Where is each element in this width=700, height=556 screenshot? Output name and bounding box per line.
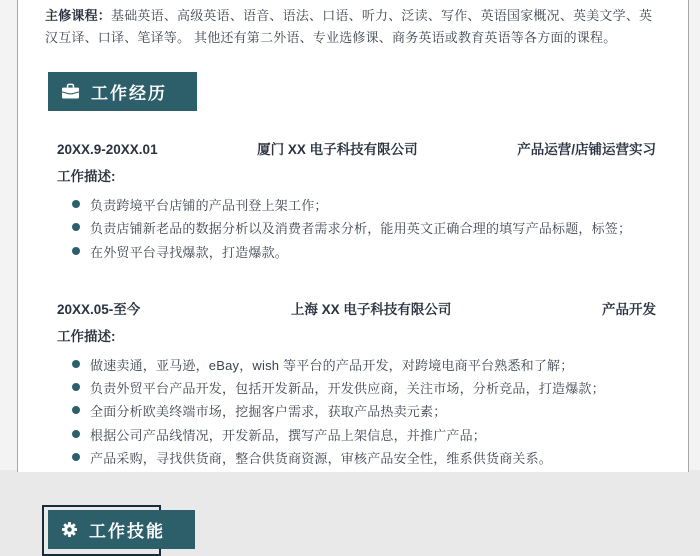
- list-item: [72, 377, 656, 400]
- list-item: [72, 354, 656, 377]
- section-header-skills: [48, 510, 195, 549]
- work-entry-2-date: 20XX.05-至今: [57, 301, 141, 317]
- bullet-dot-icon: [72, 360, 80, 368]
- bullet-dot-icon: [72, 430, 80, 438]
- bullet-text: 产品采购，寻找供货商，整合供货商资源，审核产品安全性，维系供货商关系。: [90, 451, 553, 467]
- work-entry-1-desc-label: 工作描述:: [57, 169, 116, 184]
- work-entry-2-desc-label: 工作描述:: [57, 328, 116, 344]
- bullet-dot-icon: [72, 247, 80, 255]
- list-item: [72, 400, 656, 423]
- gear-icon: [61, 521, 78, 538]
- work-entry-1-date: 20XX.9-20XX.01: [57, 142, 158, 157]
- section-header-work-experience: [48, 72, 197, 111]
- bullet-text: 在外贸平台寻找爆款，打造爆款。: [90, 244, 289, 260]
- resume-page: [17, 0, 689, 542]
- work-entry-1: [45, 138, 656, 264]
- list-item: [72, 194, 656, 217]
- work-entry-1-position: 产品运营/店铺运营实习: [517, 142, 656, 157]
- list-item: [72, 447, 656, 470]
- list-item: [72, 424, 656, 447]
- work-entry-2-position: 产品开发: [602, 301, 656, 317]
- bullet-text: 做速卖通，亚马逊，eBay，wish 等平台的产品开发，对跨境电商平台熟悉和了解；: [90, 357, 574, 373]
- bullet-dot-icon: [72, 453, 80, 461]
- work-entry-1-header: [45, 138, 656, 158]
- section-title-work-experience: 工作经历: [91, 84, 167, 103]
- list-item: [72, 241, 656, 264]
- bullet-text: 负责店铺新老品的数据分析以及消费者需求分析，能用英文正确合理的填写产品标题，标签；: [90, 221, 632, 237]
- bullet-text: 根据公司产品线情况，开发新品，撰写产品上架信息，并推广产品；: [90, 427, 487, 443]
- courses-paragraph: [45, 5, 656, 48]
- work-entry-2-header: [45, 298, 656, 318]
- courses-label: 主修课程：: [45, 8, 112, 23]
- bullet-dot-icon: [72, 223, 80, 231]
- work-entry-2-bullets: [45, 354, 656, 470]
- bullet-dot-icon: [72, 383, 80, 391]
- list-item: [72, 217, 656, 240]
- bullet-text: 负责外贸平台产品开发，包括开发新品，开发供应商，关注市场，分析竞品，打造爆款；: [90, 381, 605, 397]
- courses-text: 基础英语、高级英语、语音、语法、口语、听力、泛读、写作、英语国家概况、英美文学、英汉互译、口译、笔译等。 其他还有第二外语、专业选修课、商务英语或教育英语等各方面的课程。: [45, 8, 653, 45]
- work-entry-1-bullets: [45, 194, 656, 264]
- bullet-dot-icon: [72, 200, 80, 208]
- work-entry-1-company: 厦门 XX 电子科技有限公司: [257, 142, 418, 157]
- bullet-text: 全面分析欧美终端市场，挖掘客户需求，获取产品热卖元素；: [90, 404, 447, 420]
- section-title-skills: 工作技能: [89, 522, 165, 542]
- work-entry-2-company: 上海 XX 电子科技有限公司: [290, 301, 452, 317]
- work-entry-2: [45, 298, 656, 470]
- bullet-text: 负责跨境平台店铺的产品刊登上架工作；: [90, 198, 328, 213]
- briefcase-icon: [61, 83, 80, 100]
- bullet-dot-icon: [72, 406, 80, 414]
